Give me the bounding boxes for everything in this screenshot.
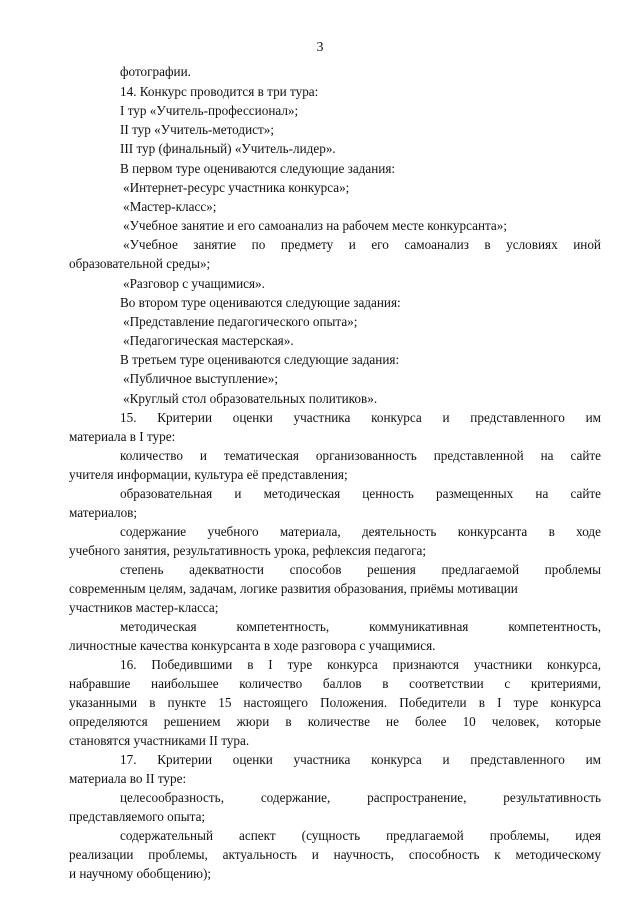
- section-16-heading: 16. Победившими в I туре конкурса признаются участники конкурса,: [120, 657, 601, 672]
- text-line: Во втором туре оцениваются следующие задания:: [120, 295, 401, 310]
- text-line: «Представление педагогического опыта»;: [123, 314, 358, 329]
- text-line: «Разговор с учащимися».: [123, 276, 265, 291]
- text-line: учебного занятия, результативность урока, рефлексия педагога;: [69, 543, 427, 558]
- text-line: «Педагогическая мастерская».: [123, 333, 294, 348]
- text-line: набравшие наибольшее количество баллов в соответствии с критериями,: [69, 676, 601, 691]
- text-line: «Круглый стол образовательных политиков».: [123, 391, 378, 406]
- text-line: определяются решением жюри в количестве не более 10 человек, которые: [69, 714, 601, 729]
- section-17-heading: 17. Критерии оценки участника конкурса и представленного им: [120, 752, 601, 767]
- text-line: «Интернет-ресурс участника конкурса»;: [123, 180, 350, 195]
- text-line: становятся участниками II тура.: [69, 733, 250, 748]
- text-line: целесообразность, содержание, распространение, результативность: [120, 790, 601, 805]
- text-line: личностные качества конкурсанта в ходе разговора с учащимися.: [69, 638, 436, 653]
- text-line: В первом туре оцениваются следующие задания:: [120, 161, 396, 176]
- text-line: II тур «Учитель-методист»;: [120, 122, 275, 137]
- text-line: современным целям, задачам, логике развития образования, приёмы мотивации: [69, 581, 518, 596]
- text-line: «Публичное выступление»;: [123, 371, 278, 386]
- text-line: и научному обобщению);: [69, 866, 212, 881]
- text-line: образовательной среды»;: [69, 256, 211, 271]
- text-line: «Учебное занятие и его самоанализ на рабочем месте конкурсанта»;: [123, 218, 508, 233]
- text-line: «Мастер-класс»;: [123, 199, 217, 214]
- text-line: материала в I туре:: [69, 429, 176, 444]
- section-14-heading: 14. Конкурс проводится в три тура:: [120, 84, 319, 99]
- text-line: реализации проблемы, актуальность и научность, способность к методическому: [69, 847, 601, 862]
- section-15-heading: 15. Критерии оценки участника конкурса и представленного им: [120, 410, 601, 425]
- text-line: материала во II туре:: [69, 771, 187, 786]
- text-line: указанными в пункте 15 настоящего Положения. Победители в I туре конкурса: [69, 695, 601, 710]
- text-line: участников мастер-класса;: [69, 600, 219, 615]
- text-line: методическая компетентность, коммуникативная компетентность,: [120, 619, 601, 634]
- text-line: «Учебное занятие по предмету и его самоанализ в условиях иной: [123, 237, 601, 252]
- text-line: материалов;: [69, 505, 138, 520]
- text-line: В третьем туре оцениваются следующие задания:: [120, 352, 400, 367]
- text-line: I тур «Учитель-профессионал»;: [120, 103, 299, 118]
- text-line: содержание учебного материала, деятельность конкурсанта в ходе: [120, 524, 601, 539]
- text-line: фотографии.: [120, 64, 191, 79]
- text-line: количество и тематическая организованность представленной на сайте: [120, 448, 601, 463]
- text-line: учителя информации, культура её представления;: [69, 467, 348, 482]
- page-number: 3: [316, 40, 324, 55]
- text-line: степень адекватности способов решения предлагаемой проблемы: [120, 562, 601, 577]
- text-line: III тур (финальный) «Учитель-лидер».: [120, 141, 336, 156]
- text-line: содержательный аспект (сущность предлагаемой проблемы, идея: [120, 828, 601, 843]
- text-line: представляемого опыта;: [69, 809, 206, 824]
- text-line: образовательная и методическая ценность размещенных на сайте: [120, 486, 601, 501]
